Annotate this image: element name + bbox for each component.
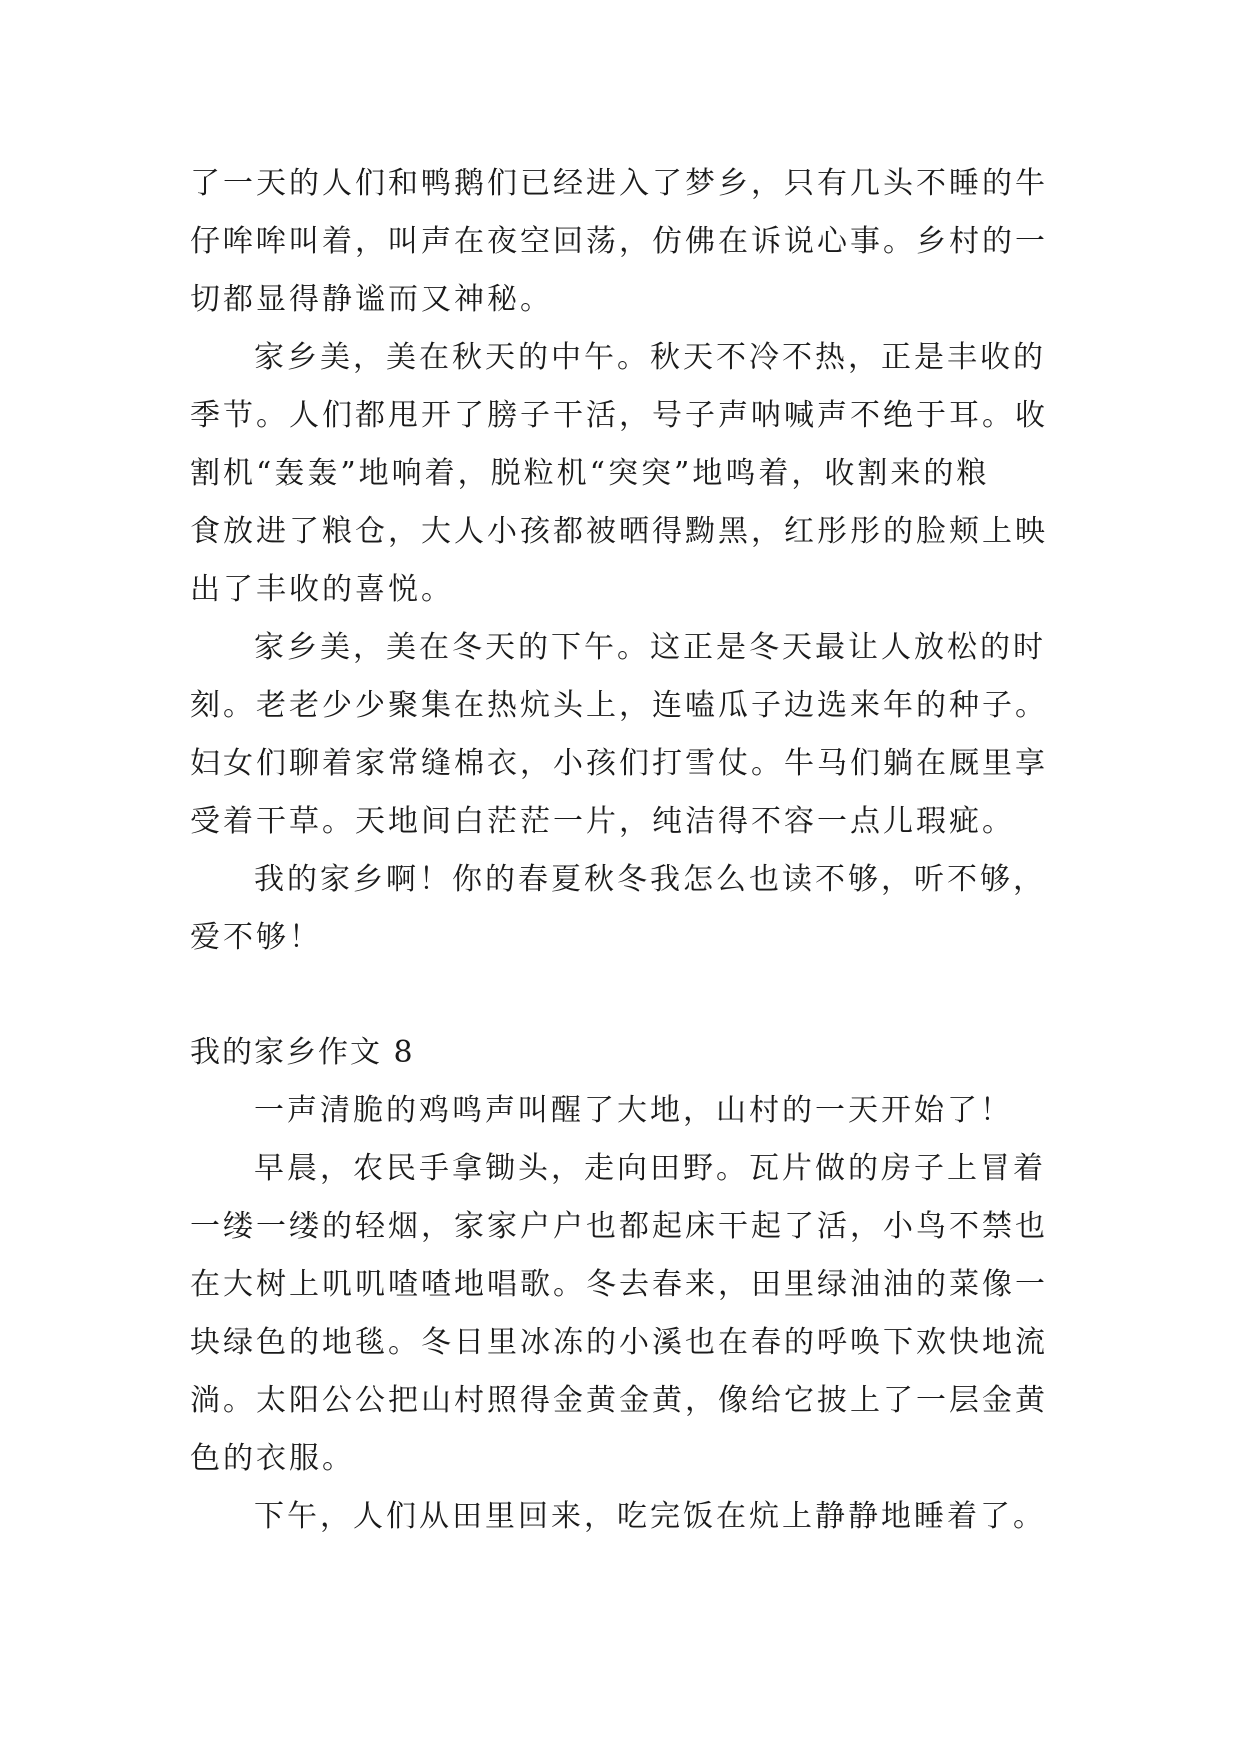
text-line: 受着干草。天地间白茫茫一片，纯洁得不容一点儿瑕疵。	[190, 804, 1015, 839]
text-line: 刻。老老少少聚集在热炕头上，连嗑瓜子边选来年的种子。	[190, 688, 1048, 723]
text-line: 仔哞哞叫着，叫声在夜空回荡，仿佛在诉说心事。乡村的一	[190, 224, 1048, 259]
section-heading: 我的家乡作文 8	[190, 1035, 415, 1070]
text-line: 一声清脆的鸡鸣声叫醒了大地，山村的一天开始了！	[254, 1093, 1013, 1128]
text-line: 妇女们聊着家常缝棉衣，小孩们打雪仗。牛马们躺在厩里享	[190, 746, 1048, 781]
text-line: 爱不够！	[190, 920, 322, 955]
text-line: 早晨，农民手拿锄头，走向田野。瓦片做的房子上冒着	[254, 1151, 1046, 1186]
text-line: 了一天的人们和鸭鹅们已经进入了梦乡，只有几头不睡的牛	[190, 166, 1048, 201]
text-line: 下午，人们从田里回来，吃完饭在炕上静静地睡着了。	[254, 1499, 1046, 1534]
text-line: 家乡美，美在冬天的下午。这正是冬天最让人放松的时	[254, 630, 1046, 665]
text-line: 色的衣服。	[190, 1441, 355, 1476]
text-line: 块绿色的地毯。冬日里冰冻的小溪也在春的呼唤下欢快地流	[190, 1325, 1048, 1360]
text-line: 在大树上叽叽喳喳地唱歌。冬去春来，田里绿油油的菜像一	[190, 1267, 1048, 1302]
text-line: 我的家乡啊！你的春夏秋冬我怎么也读不够，听不够，	[254, 862, 1046, 897]
text-line: 季节。人们都甩开了膀子干活，号子声呐喊声不绝于耳。收	[190, 398, 1048, 433]
text-line: 割机“轰轰”地响着，脱粒机“突突”地鸣着，收割来的粮	[190, 456, 990, 491]
text-line: 淌。太阳公公把山村照得金黄金黄，像给它披上了一层金黄	[190, 1383, 1048, 1418]
text-line: 一缕一缕的轻烟，家家户户也都起床干起了活，小鸟不禁也	[190, 1209, 1048, 1244]
text-line: 出了丰收的喜悦。	[190, 572, 454, 607]
text-line: 家乡美，美在秋天的中午。秋天不冷不热，正是丰收的	[254, 340, 1046, 375]
text-line: 切都显得静谧而又神秘。	[190, 282, 553, 317]
text-line: 食放进了粮仓，大人小孩都被晒得黝黑，红彤彤的脸颊上映	[190, 514, 1048, 549]
